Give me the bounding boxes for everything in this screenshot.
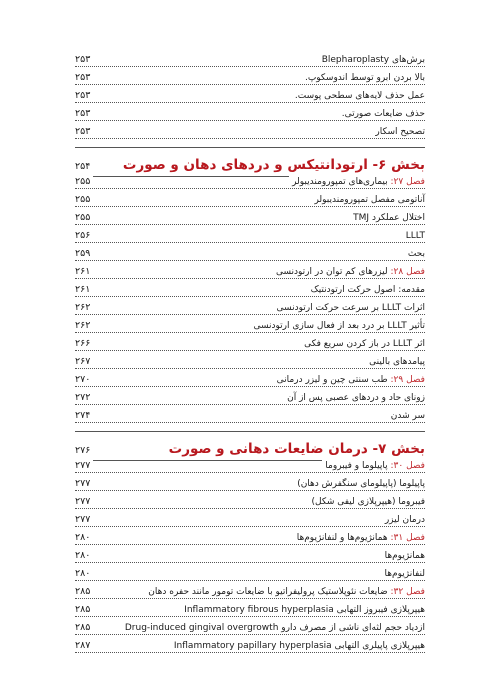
toc-row[interactable] (75, 246, 425, 261)
entry-text: تأثیر LLLT بر درد بعد از فعال سازی ارتودنسی (253, 321, 425, 331)
section-rule (75, 431, 425, 432)
entry-text: بالا بردن ابرو توسط اندوسکوپ. (304, 73, 425, 83)
toc-row[interactable] (75, 124, 425, 139)
toc-entry-title (294, 532, 425, 544)
toc-row[interactable] (75, 228, 425, 243)
toc-row[interactable] (75, 192, 425, 207)
section-title: بخش ۷- درمان ضایعات دهانی و صورت (168, 441, 425, 457)
toc-entry-title (292, 90, 425, 102)
page-number: ۲۵۹ (75, 248, 93, 260)
entry-text: پاپیلوما و فیبروما (325, 461, 388, 471)
page-number: ۲۵۴ (75, 161, 91, 172)
toc-row[interactable] (75, 52, 425, 67)
toc-entry-title (171, 640, 425, 652)
page-number: ۲۶۲ (75, 302, 93, 314)
toc-row[interactable] (75, 638, 425, 653)
toc-row[interactable] (75, 318, 425, 333)
page-number: ۲۷۷ (75, 478, 93, 490)
page-number: ۲۵۳ (75, 54, 93, 66)
toc-entry-title (302, 72, 425, 84)
toc-row[interactable] (75, 106, 425, 121)
section-rule (75, 147, 425, 148)
page-number: ۲۶۷ (75, 356, 93, 368)
toc-entry-title (403, 230, 425, 242)
entry-text: زونای حاد و دردهای عصبی پس از آن (287, 393, 425, 403)
toc-row[interactable] (75, 494, 425, 509)
toc-entry-title (388, 410, 425, 422)
entry-text: حذف ضایعات صورتی. (341, 109, 425, 119)
toc-entry-title (311, 194, 425, 206)
toc-row[interactable] (75, 458, 425, 473)
toc-row[interactable] (75, 372, 425, 387)
toc-entry-title (301, 338, 425, 350)
toc-entry-title (405, 248, 425, 260)
entry-text: ازدیاد حجم لثه‌ای ناشی از مصرف دارو Drug-induced gingival overgrowth (124, 623, 425, 633)
toc-row[interactable] (75, 282, 425, 297)
toc-entry-title (284, 392, 425, 404)
section-title: بخش ۶- ارتودانتیکس و دردهای دهان و صورت (122, 157, 425, 173)
page-number: ۲۷۲ (75, 392, 93, 404)
entry-text: LLLT (405, 231, 425, 241)
entry-text: اثر LLLT در باز کردن سریع فکی (304, 339, 425, 349)
toc-row[interactable] (75, 566, 425, 581)
toc-entry-title (250, 320, 425, 332)
toc-row[interactable] (75, 584, 425, 599)
entry-text: مقدمه: اصول حرکت ارتودنتیک (310, 285, 425, 295)
page-number: ۲۸۰ (75, 532, 93, 544)
entry-text: عمل حذف لایه‌های سطحی پوست. (294, 91, 425, 101)
page-number: ۲۵۳ (75, 126, 93, 138)
page-number: ۲۷۷ (75, 460, 93, 472)
entry-text: سر شدن (390, 411, 425, 421)
entry-text: همانژیوم‌ها (384, 551, 425, 561)
toc-entry-title (339, 108, 425, 120)
entry-text: همانژیوم‌ها و لنفانژیوم‌ها (296, 533, 388, 543)
page-number: ۲۸۰ (75, 568, 93, 580)
page-number: ۲۵۵ (75, 194, 93, 206)
page-number: ۲۷۷ (75, 514, 93, 526)
toc-row[interactable] (75, 476, 425, 491)
toc-entry-title (122, 622, 425, 634)
entry-text: درمان لیزر (384, 515, 425, 525)
page-number: ۲۶۱ (75, 266, 93, 278)
toc-entry-title (350, 212, 425, 224)
entry-text: لنفانژیوم‌ها (384, 569, 425, 579)
page-number: ۲۵۳ (75, 108, 93, 120)
page-number: ۲۷۶ (75, 445, 91, 456)
page-number: ۲۸۵ (75, 622, 93, 634)
chapter-label: فصل ۲۸: (387, 267, 425, 277)
toc-row[interactable] (75, 70, 425, 85)
chapter-label: فصل ۲۹: (387, 375, 425, 385)
toc-entry-title (289, 176, 425, 188)
entry-text: اختلال عملکرد TMJ (353, 213, 425, 223)
section-heading (75, 152, 425, 174)
toc-entry-title (181, 604, 425, 616)
toc-entry-title (366, 356, 425, 368)
toc-row[interactable] (75, 174, 425, 189)
page-number: ۲۸۷ (75, 640, 93, 652)
entry-text: طب سنتی چین و لیزر درمانی (276, 375, 388, 385)
toc-entry-title (309, 496, 425, 508)
toc-entry-title (382, 514, 425, 526)
toc-row[interactable] (75, 512, 425, 527)
toc-entry-title (273, 266, 425, 278)
page-number: ۲۷۷ (75, 496, 93, 508)
toc-row[interactable] (75, 548, 425, 563)
page-number: ۲۷۴ (75, 410, 93, 422)
entry-text: هیپرپلازی فیبروز التهابی Inflammatory fibrous hyperplasia (184, 605, 425, 615)
page-number: ۲۶۶ (75, 338, 93, 350)
toc-entry-title (319, 54, 425, 66)
toc-row[interactable] (75, 210, 425, 225)
toc-row[interactable] (75, 602, 425, 617)
entry-text: آناتومی مفصل تمپورومندیبولر (314, 195, 425, 205)
toc-entry-title (294, 478, 425, 490)
toc-row[interactable] (75, 88, 425, 103)
section-heading (75, 436, 425, 458)
toc-entry-title (274, 302, 425, 314)
entry-text: بیماری‌های تمپورومندیبولر (292, 177, 388, 187)
entry-text: اثرات LLLT بر سرعت حرکت ارتودنسی (276, 303, 425, 313)
toc-row[interactable] (75, 390, 425, 405)
toc-row[interactable] (75, 264, 425, 279)
page-number: ۲۶۱ (75, 284, 93, 296)
page-number: ۲۸۵ (75, 586, 93, 598)
chapter-label: فصل ۳۲: (387, 587, 425, 597)
toc-row[interactable] (75, 354, 425, 369)
page-number: ۲۸۵ (75, 604, 93, 616)
toc-entry-title (372, 126, 425, 138)
page-number: ۲۵۵ (75, 212, 93, 224)
entry-text: هیپرپلازی پاپیلری التهابی Inflammatory papillary hyperplasia (173, 641, 425, 651)
entry-text: پیامدهای بالینی (369, 357, 425, 367)
entry-text: ضایعات نئوپلاستیک پرولیفراتیو با ضایعات تومور مانند حفره دهان (148, 587, 388, 597)
toc-row[interactable] (75, 336, 425, 351)
toc-entry-title (145, 586, 425, 598)
entry-text: برش‌های Blepharoplasty (321, 55, 425, 65)
toc-row[interactable] (75, 530, 425, 545)
page-number: ۲۸۰ (75, 550, 93, 562)
page-number: ۲۵۳ (75, 72, 93, 84)
entry-text: تصحیح اسکار (375, 127, 425, 137)
toc-entry-title (274, 374, 425, 386)
chapter-label: فصل ۳۰: (387, 461, 425, 471)
toc-entry-title (382, 568, 425, 580)
entry-text: فیبروما (هیپرپلازی لیفی شکل) (311, 497, 425, 507)
chapter-label: فصل ۲۷: (387, 177, 425, 187)
toc-entry-title (382, 550, 425, 562)
page-number: ۲۵۶ (75, 230, 93, 242)
page-number: ۲۷۰ (75, 374, 93, 386)
chapter-label: فصل ۳۱: (387, 533, 425, 543)
page-number: ۲۵۳ (75, 90, 93, 102)
entry-text: بحث (407, 249, 425, 259)
page-number: ۲۶۲ (75, 320, 93, 332)
entry-text: لیزرهای کم توان در ارتودنسی (275, 267, 388, 277)
entry-text: پاپیلوما (پاپیلومای سنگفرش دهان) (297, 479, 425, 489)
toc-row[interactable] (75, 300, 425, 315)
toc-row[interactable] (75, 620, 425, 635)
toc-row[interactable] (75, 408, 425, 423)
toc-entry-title (322, 460, 425, 472)
toc-entry-title (308, 284, 425, 296)
page-number: ۲۵۵ (75, 176, 93, 188)
